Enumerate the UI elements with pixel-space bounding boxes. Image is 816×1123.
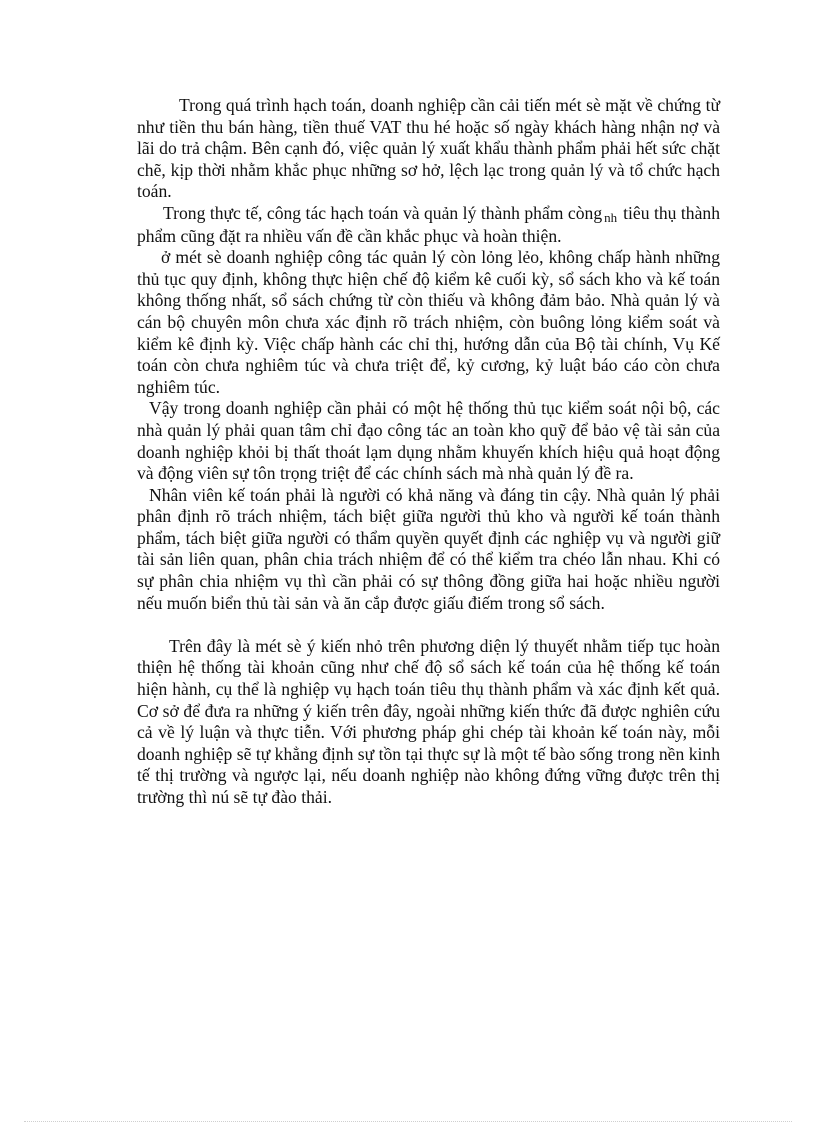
paragraph-3: ở mét sè doanh nghiệp công tác quản lý còn lỏng lẻo, không chấp hành những thủ tục quy định, không thực hiện chế độ kiểm kê cuối kỳ, sổ sách kho và kế toán không thống nhất, sổ sách chứng từ còn thiếu và không đảm bảo. Nhà quản lý và cán bộ chuyên môn chưa xác định rõ trách nhiệm, còn buông lỏng kiểm soát và kiểm kê định kỳ. Việc chấp hành các chỉ thị, hướng dẫn của Bộ tài chính, Vụ Kế toán còn chưa nghiêm túc và chưa triệt để, kỷ cương, kỷ luật báo cáo còn chưa nghiêm túc. bbox=[137, 247, 720, 397]
paragraph-6: Trên đây là mét sè ý kiến nhỏ trên phương diện lý thuyết nhằm tiếp tục hoàn thiện hệ thống tài khoản cũng như chế độ sổ sách kế toán của hệ thống kế toán hiện hành, cụ thể là nghiệp vụ hạch toán tiêu thụ thành phẩm và xác định kết quả. Cơ sở để đưa ra những ý kiến trên đây, ngoài những kiến thức đã được nghiên cứu cả về lý luận và thực tiễn. Với phương pháp ghi chép tài khoản kế toán này, mỗi doanh nghiệp sẽ tự khẳng định sự tồn tại thực sự là một tế bào sống trong nền kinh tế thị trường và ngược lại, nếu doanh nghiệp nào không đứng vững được trên thị trường thì nú sẽ tự đào thải. bbox=[137, 635, 720, 807]
paragraph-2-text-after: tiêu thụ thành phẩm cũng đặt ra nhiều vấn đề cần khắc phục và hoàn thiện. bbox=[137, 202, 721, 246]
page-bottom-divider bbox=[24, 1121, 792, 1122]
inline-mark: nh bbox=[604, 209, 618, 225]
body-text bbox=[137, 95, 720, 809]
paragraph-5: Nhân viên kế toán phải là người có khả năng và đáng tin cậy. Nhà quản lý phải phân định rõ trách nhiệm, tách biệt giữa người thủ kho và người kế toán thành phẩm, tách biệt giữa người có thẩm quyền quyết định các nghiệp vụ và người giữ tài sản liên quan, phân chia trách nhiệm để có thể kiểm tra chéo lẫn nhau. Khi có sự phân chia nhiệm vụ thì cần phải có sự thông đồng giữa hai hoặc nhiều người nếu muốn biển thủ tài sản và ăn cắp được giấu điếm trong sổ sách. bbox=[137, 484, 720, 613]
paragraph-1: Trong quá trình hạch toán, doanh nghiệp cần cải tiến mét sè mặt về chứng từ như tiền thu bán hàng, tiền thuế VAT thu hé hoặc số ngày khách hàng nhận nợ và lãi do trả chậm. Bên cạnh đó, việc quản lý xuất khẩu thành phẩm phải hết sức chặt chẽ, kịp thời nhằm khắc phục những sơ hở, lệch lạc trong quản lý và tổ chức hạch toán. bbox=[137, 95, 720, 202]
paragraph-2 bbox=[137, 203, 720, 247]
paragraph-2-text-before: Trong thực tế, công tác hạch toán và quản lý thành phẩm còng bbox=[163, 202, 603, 223]
paragraph-4: Vậy trong doanh nghiệp cần phải có một hệ thống thủ tục kiểm soát nội bộ, các nhà quản lý phải quan tâm chỉ đạo công tác an toàn kho quỹ để bảo vệ tài sản của doanh nghiệp khỏi bị thất thoát lạm dụng nhằm khuyến khích hiệu quả hoạt động và động viên sự tôn trọng triệt để các chính sách mà nhà quản lý đề ra. bbox=[137, 398, 720, 484]
